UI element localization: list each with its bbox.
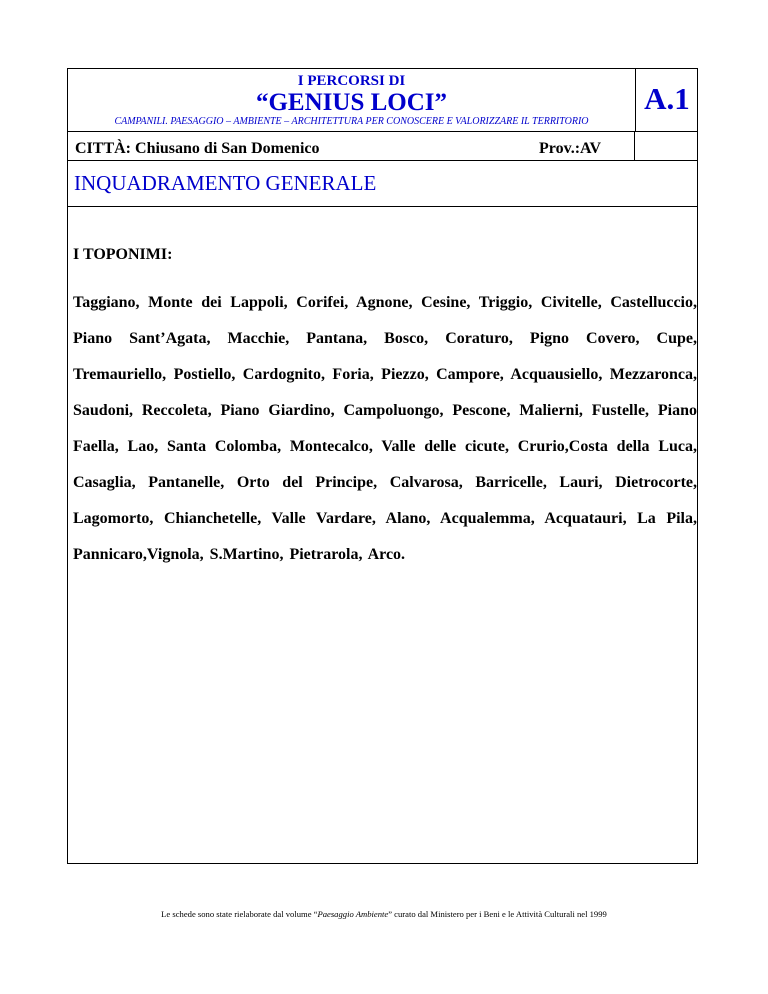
section-header xyxy=(68,161,697,207)
city-label: CITTÀ: Chiusano di San Domenico xyxy=(75,140,320,157)
location-row xyxy=(68,131,697,161)
header-title-block xyxy=(68,69,635,131)
series-label: I PERCORSI DI xyxy=(297,73,406,89)
header xyxy=(68,69,697,132)
footer-suffix: ” curato dal Ministero per i Beni e le Attività Culturali nel 1999 xyxy=(388,909,607,919)
document-title: “GENIUS LOCI” xyxy=(255,89,447,116)
sheet-code: A.1 xyxy=(644,81,690,116)
footer-prefix: Le schede sono state rielaborate dal volume “ xyxy=(161,909,318,919)
toponimi-heading: I TOPONIMI: xyxy=(73,246,173,263)
footer-book-title: Paesaggio Ambiente xyxy=(317,909,389,919)
toponimi-list: Taggiano, Monte dei Lappoli, Corifei, Agnone, Cesine, Triggio, Civitelle, Castelluccio, Piano Sant’Agata, Macchie, Pantana, Bosco, Coraturo, Pigno Covero, Cupe, Tremauriello, Postiello, Cardognito, Foria, Piezzo, Campore, Acquausiello, Mezzaronca, Saudoni, Reccoleta, Piano Giardino, Campoluongo, Pescone, Malierni, Fustelle, Piano Faella, Lao, Santa Colomba, Montecalco, Valle delle cicute, Crurio,Costa della Luca, Casaglia, Pantanelle, Orto del Principe, Calvarosa, Barricelle, Lauri, Dietrocorte, Lagomorto, Chianchetelle, Valle Vardare, Alano, Acqualemma, Acquatauri, La Pila, Pannicaro,Vignola, S.Martino, Pietrarola, Arco. xyxy=(73,294,697,563)
province-label: Prov.:AV xyxy=(539,140,602,157)
content-body xyxy=(73,245,697,573)
location-cell xyxy=(68,131,635,160)
section-title: INQUADRAMENTO GENERALE xyxy=(74,171,377,195)
sheet-code-box xyxy=(635,69,697,131)
document-subtitle: CAMPANILI. PAESAGGIO – AMBIENTE – ARCHITETTURA PER CONOSCERE E VALORIZZARE IL TERRITORIO xyxy=(114,116,589,127)
footer-note xyxy=(0,909,768,920)
